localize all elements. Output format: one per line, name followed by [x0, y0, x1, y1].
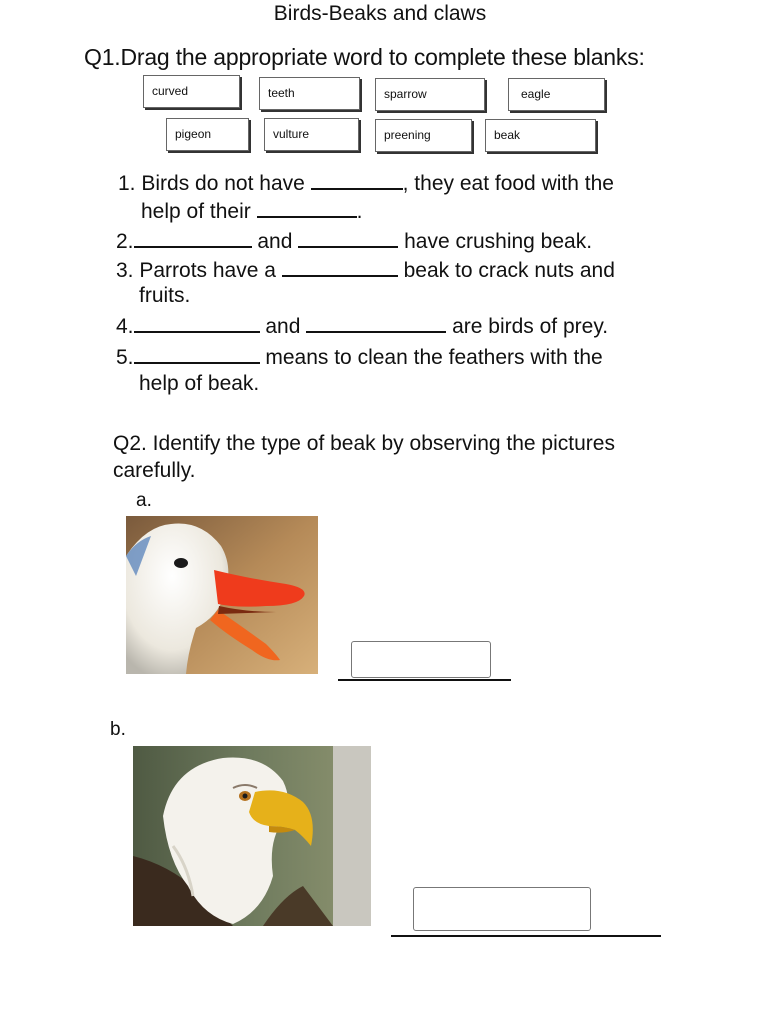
- item-text: beak to crack nuts and: [403, 259, 615, 282]
- item-number: 3.: [116, 259, 134, 282]
- duck-image: [126, 516, 318, 674]
- item-text: means to clean the feathers with the: [265, 346, 603, 369]
- drop-blank[interactable]: [306, 313, 446, 333]
- q1-heading: Q1.Drag the appropriate word to complete these blanks:: [84, 44, 645, 70]
- word-chip-eagle[interactable]: eagle: [508, 78, 605, 111]
- answer-line-b: [391, 935, 661, 937]
- item-text: Birds do not have: [141, 172, 305, 195]
- drop-blank[interactable]: [311, 170, 403, 190]
- q1-item-3-line-2: fruits.: [139, 284, 191, 307]
- q1-item-4: [116, 313, 608, 339]
- word-chip-preening[interactable]: preening: [375, 119, 472, 152]
- eagle-image: [133, 746, 371, 926]
- q1-item-5-line-1: [116, 344, 603, 370]
- word-chip-pigeon[interactable]: pigeon: [166, 118, 249, 151]
- duck-photo: [126, 516, 318, 674]
- drop-blank[interactable]: [134, 228, 252, 248]
- drop-blank[interactable]: [134, 344, 260, 364]
- item-text: help of their: [141, 200, 251, 223]
- item-text: .: [356, 200, 363, 223]
- q1-item-3-line-1: [116, 257, 615, 283]
- item-number: 1.: [118, 172, 136, 195]
- eagle-photo: [133, 746, 371, 926]
- word-chip-beak[interactable]: beak: [485, 119, 596, 152]
- page-title: Birds-Beaks and claws: [273, 2, 487, 25]
- label-a: a.: [136, 490, 152, 511]
- answer-box-b[interactable]: [413, 887, 591, 931]
- drop-blank[interactable]: [257, 198, 357, 218]
- word-chip-vulture[interactable]: vulture: [264, 118, 359, 151]
- item-text: and: [257, 230, 293, 253]
- label-b: b.: [110, 719, 126, 740]
- q1-item-1-line-2: [141, 198, 362, 224]
- item-text: are birds of prey.: [452, 315, 609, 338]
- item-text: have crushing beak.: [404, 230, 593, 253]
- q1-item-5-line-2: help of beak.: [139, 372, 260, 395]
- q1-item-1-line-1: [118, 170, 614, 196]
- item-text: , they eat food with the: [402, 172, 614, 195]
- answer-line-a: [338, 679, 511, 681]
- drop-blank[interactable]: [134, 313, 260, 333]
- drop-blank[interactable]: [298, 228, 398, 248]
- item-text: and: [265, 315, 301, 338]
- q1-item-2: [116, 228, 592, 254]
- item-number: 5.: [116, 346, 134, 369]
- drop-blank[interactable]: [282, 257, 398, 277]
- item-number: 2.: [116, 230, 134, 253]
- item-text: Parrots have a: [139, 259, 276, 282]
- item-number: 4.: [116, 315, 134, 338]
- answer-box-a[interactable]: [351, 641, 491, 678]
- word-chip-curved[interactable]: curved: [143, 75, 240, 108]
- word-chip-sparrow[interactable]: sparrow: [375, 78, 485, 111]
- q2-heading: Q2. Identify the type of beak by observing the pictures carefully.: [113, 432, 615, 482]
- word-chip-teeth[interactable]: teeth: [259, 77, 360, 110]
